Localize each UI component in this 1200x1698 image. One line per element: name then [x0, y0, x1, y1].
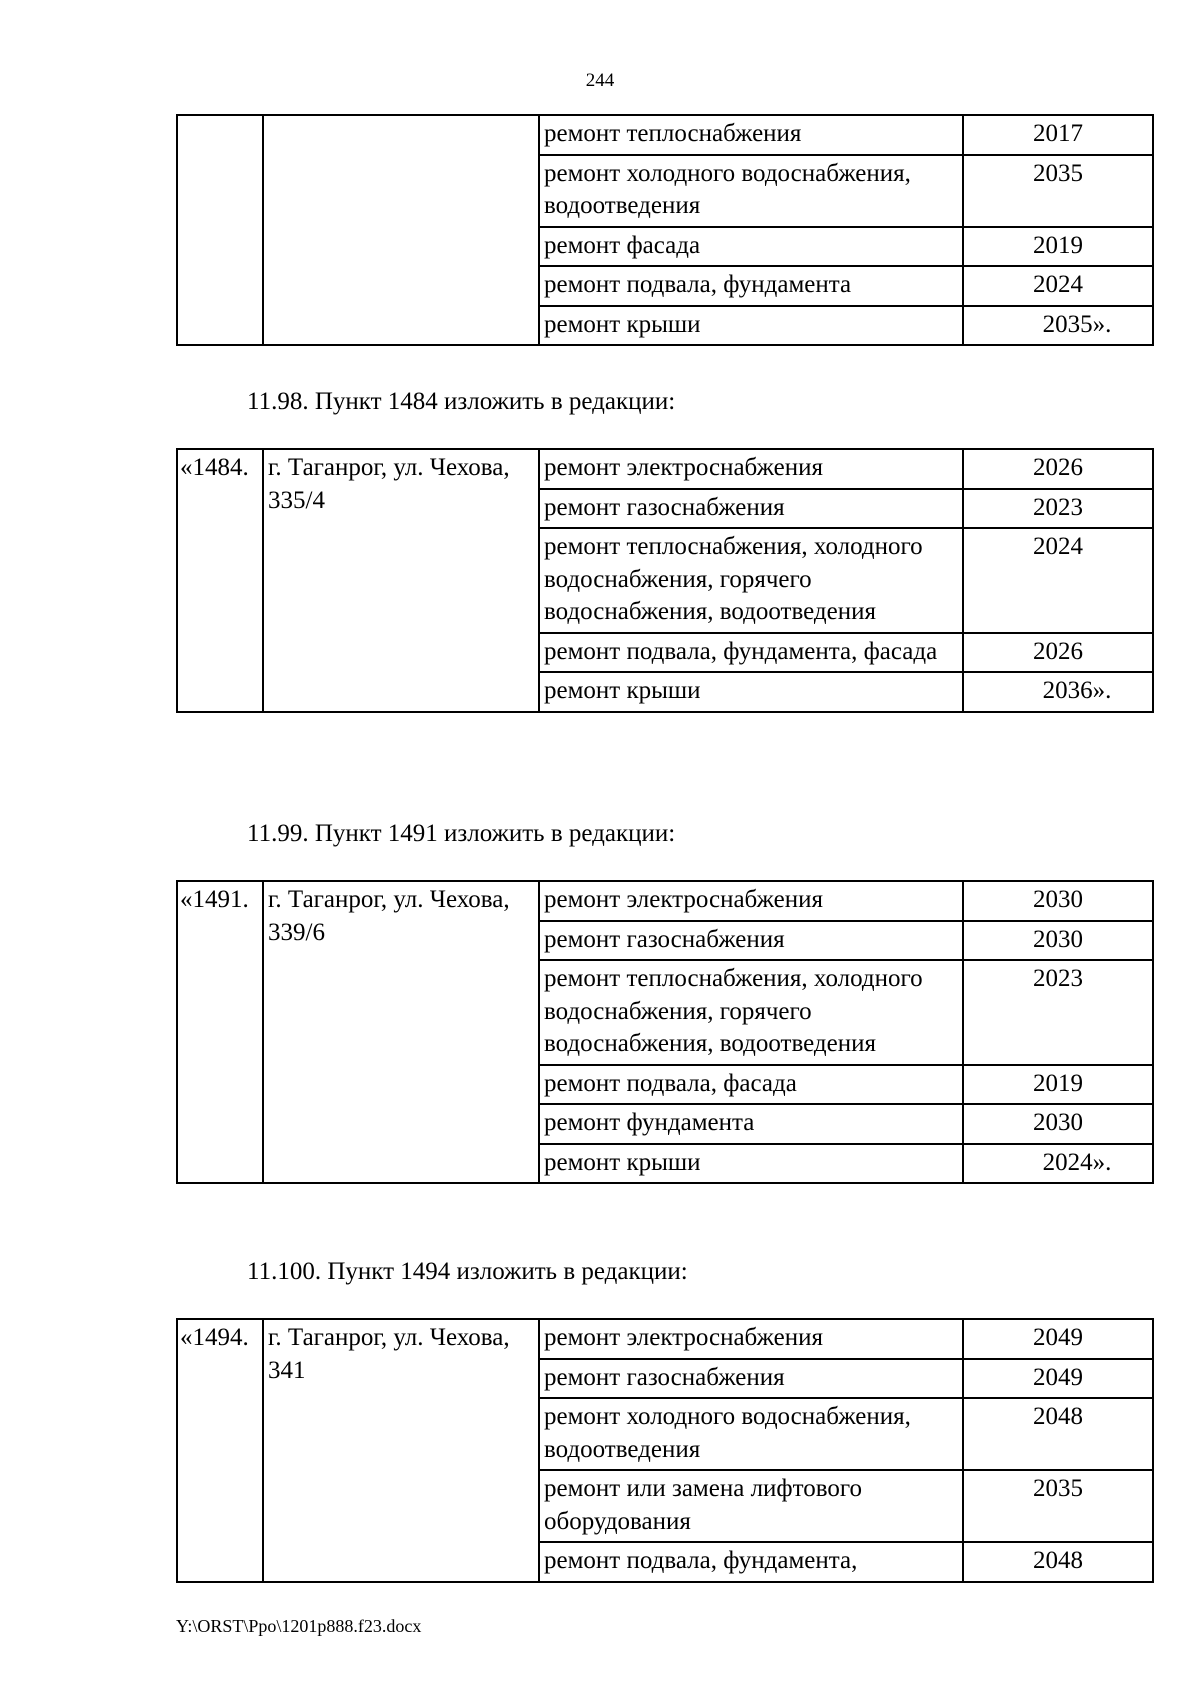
year-cell: 2024».	[963, 1144, 1153, 1184]
address-cell: г. Таганрог, ул. Чехова, 341	[263, 1319, 539, 1582]
year-cell: 2024	[963, 266, 1153, 306]
year-cell: 2023	[963, 960, 1153, 1065]
year-cell: 2026	[963, 449, 1153, 489]
work-cell: ремонт теплоснабжения, холодного водоснабжения, горячего водоснабжения, водоотведения	[539, 960, 963, 1065]
num-cell	[177, 115, 263, 345]
item-number: «1484.	[177, 449, 263, 712]
year-cell: 2023	[963, 489, 1153, 529]
page-number: 244	[585, 70, 615, 91]
table-row	[177, 115, 1153, 155]
work-cell: ремонт теплоснабжения	[539, 115, 963, 155]
work-cell: ремонт фасада	[539, 227, 963, 267]
work-cell: ремонт холодного водоснабжения, водоотведения	[539, 1398, 963, 1470]
year-cell: 2049	[963, 1319, 1153, 1359]
year-cell: 2024	[963, 528, 1153, 633]
work-cell: ремонт крыши	[539, 306, 963, 346]
work-cell: ремонт газоснабжения	[539, 489, 963, 529]
table-row	[177, 1319, 1153, 1359]
work-cell: ремонт газоснабжения	[539, 1359, 963, 1399]
year-cell: 2035	[963, 1470, 1153, 1542]
work-cell: ремонт подвала, фасада	[539, 1065, 963, 1105]
year-cell: 2030	[963, 881, 1153, 921]
work-cell: ремонт крыши	[539, 672, 963, 712]
year-cell: 2030	[963, 1104, 1153, 1144]
work-cell: ремонт подвала, фундамента, фасада	[539, 633, 963, 673]
address-cell	[263, 115, 539, 345]
section-table	[176, 1318, 1154, 1583]
year-cell: 2035	[963, 155, 1153, 227]
section-table	[176, 880, 1154, 1184]
table-row	[177, 881, 1153, 921]
year-cell: 2049	[963, 1359, 1153, 1399]
section-heading: 11.100. Пункт 1494 изложить в редакции:	[247, 1258, 688, 1285]
work-cell: ремонт холодного водоснабжения, водоотведения	[539, 155, 963, 227]
file-path-footer: Y:\ORST\Ppo\1201p888.f23.docx	[176, 1616, 422, 1636]
section-table	[176, 448, 1154, 713]
table-row	[177, 449, 1153, 489]
continued-table	[176, 114, 1154, 346]
year-cell: 2019	[963, 1065, 1153, 1105]
work-cell: ремонт теплоснабжения, холодного водоснабжения, горячего водоснабжения, водоотведения	[539, 528, 963, 633]
work-cell: ремонт подвала, фундамента	[539, 266, 963, 306]
year-cell: 2048	[963, 1542, 1153, 1582]
year-cell: 2035».	[963, 306, 1153, 346]
section-heading: 11.99. Пункт 1491 изложить в редакции:	[247, 820, 676, 847]
year-cell: 2036».	[963, 672, 1153, 712]
year-cell: 2026	[963, 633, 1153, 673]
address-cell: г. Таганрог, ул. Чехова, 339/6	[263, 881, 539, 1183]
work-cell: ремонт фундамента	[539, 1104, 963, 1144]
work-cell: ремонт электроснабжения	[539, 449, 963, 489]
work-cell: ремонт электроснабжения	[539, 1319, 963, 1359]
year-cell: 2030	[963, 921, 1153, 961]
work-cell: ремонт газоснабжения	[539, 921, 963, 961]
work-cell: ремонт подвала, фундамента,	[539, 1542, 963, 1582]
year-cell: 2017	[963, 115, 1153, 155]
work-cell: ремонт или замена лифтового оборудования	[539, 1470, 963, 1542]
year-cell: 2048	[963, 1398, 1153, 1470]
section-heading: 11.98. Пункт 1484 изложить в редакции:	[247, 388, 676, 415]
work-cell: ремонт электроснабжения	[539, 881, 963, 921]
work-cell: ремонт крыши	[539, 1144, 963, 1184]
item-number: «1494.	[177, 1319, 263, 1582]
year-cell: 2019	[963, 227, 1153, 267]
item-number: «1491.	[177, 881, 263, 1183]
address-cell: г. Таганрог, ул. Чехова, 335/4	[263, 449, 539, 712]
